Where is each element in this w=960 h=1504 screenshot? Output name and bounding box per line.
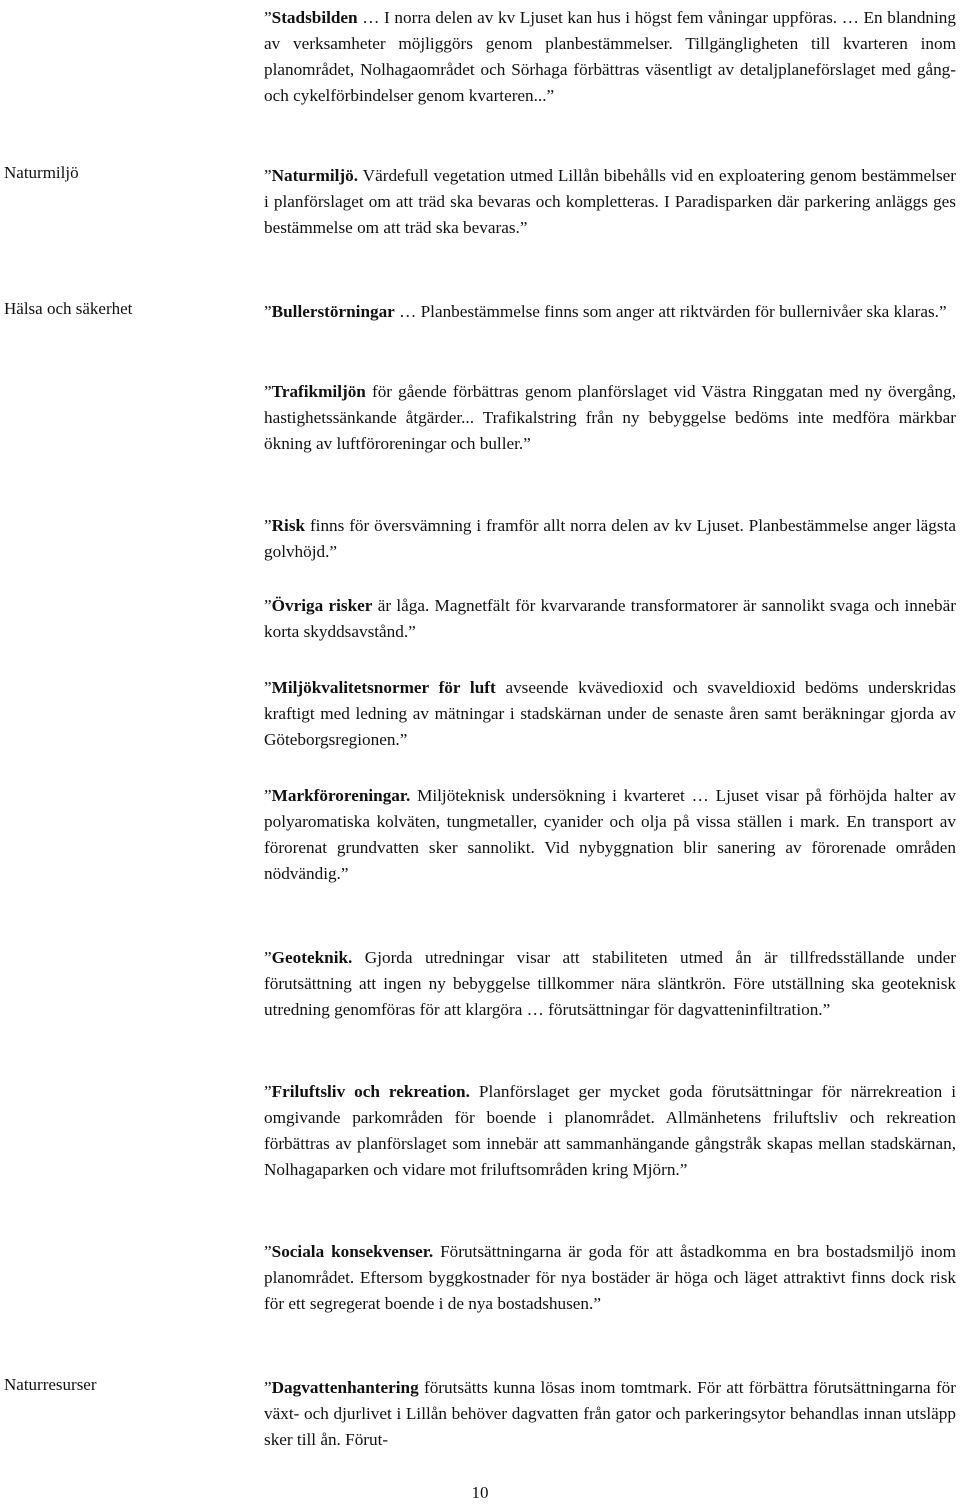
paragraph-text: avseende kvävedioxid och svaveldioxid bedöms underskridas kraftigt med ledning av mätningar i stadskärnan under de senaste åren samt beräkningar gjorda av Göteborgsregionen. <box>264 678 956 750</box>
margin-label-halsa-och-sakerhet: Hälsa och säkerhet <box>4 299 133 318</box>
margin-label-naturmiljo: Naturmiljö <box>4 163 79 182</box>
paragraph-dagvattenhantering <box>264 1375 956 1453</box>
paragraph-term: Geoteknik. <box>271 948 353 968</box>
open-quote: ” <box>264 1082 272 1102</box>
close-quote: ” <box>523 434 531 454</box>
close-quote: ” <box>546 86 555 106</box>
paragraph-sociala-konsekvenser <box>264 1239 956 1317</box>
paragraph-term: Övriga risker <box>271 596 373 616</box>
close-quote: ” <box>822 1000 831 1020</box>
paragraph-term: Dagvattenhantering <box>271 1378 419 1398</box>
open-quote: ” <box>264 678 272 698</box>
paragraph-friluftsliv <box>264 1079 956 1183</box>
close-quote: ” <box>938 302 947 322</box>
paragraph-text: förutsätts kunna lösas inom tomtmark. För att förbättra förutsättningarna för växt- och djurlivet i Lillån behöver dagvatten från gator och parkeringsytor behandlas innan utsläpp sker till ån. Förut- <box>264 1378 956 1450</box>
paragraph-term: Risk <box>271 516 306 536</box>
open-quote: ” <box>264 302 272 322</box>
paragraph-text: … Planbestämmelse finns som anger att riktvärden för bullernivåer ska klaras. <box>394 302 939 322</box>
close-quote: ” <box>519 218 528 238</box>
paragraph-term: Miljökvalitetsnormer för luft <box>271 678 496 698</box>
paragraph-risk <box>264 513 956 565</box>
page-number: 10 <box>471 1483 489 1502</box>
close-quote: ” <box>679 1160 688 1180</box>
close-quote: ” <box>399 730 408 750</box>
paragraph-text: för gående förbättras genom planförslaget vid Västra Ringgatan med ny övergång, hastighetssänkande åtgärder... Trafikalstring från ny bebyggelse bedöms inte medföra märkbar ökning av luftföroreningar och buller. <box>264 382 956 454</box>
open-quote: ” <box>264 516 272 536</box>
open-quote: ” <box>264 1378 272 1398</box>
margin-label-naturresurser: Naturresurser <box>4 1375 97 1394</box>
paragraph-term: Friluftsliv och rekreation. <box>271 1082 470 1102</box>
paragraph-term: Markföroreningar. <box>271 786 411 806</box>
close-quote: ” <box>329 542 338 562</box>
close-quote: ” <box>408 622 416 642</box>
open-quote: ” <box>264 382 272 402</box>
open-quote: ” <box>264 166 272 186</box>
paragraph-term: Naturmiljö. <box>271 166 359 186</box>
paragraph-text: är låga. Magnetfält för kvarvarande transformatorer är sannolikt svaga och innebär korta skyddsavstånd. <box>264 596 957 642</box>
close-quote: ” <box>340 864 349 884</box>
paragraph-stadsbilden <box>264 5 956 109</box>
close-quote: ” <box>593 1294 601 1314</box>
paragraph-ovriga-risker <box>264 593 956 645</box>
paragraph-geoteknik <box>264 945 956 1023</box>
paragraph-text: Miljöteknisk undersökning i kvarteret … Ljuset visar på förhöjda halter av polyaromatiska kolväten, tungmetaller, cyanider och olja på vissa ställen i mark. En transport av förorenat grundvatten sker sannolikt. Vid nybyggnation blir sanering av förorenade områden nödvändig. <box>264 786 956 884</box>
paragraph-text: Planförslaget ger mycket goda förutsättningar för närrekreation i omgivande parkområden för boende i planområdet. Allmänhetens friluftsliv och rekreation förbättras av planförslaget som innebär att sammanhängande gångstråk skapas mellan stadskärnan, Nolhagaparken och vidare mot friluftsområden kring Mjörn. <box>264 1082 957 1180</box>
paragraph-trafikmiljon <box>264 379 956 457</box>
paragraph-markfororeningar <box>264 783 956 887</box>
paragraph-naturmiljo <box>264 163 956 241</box>
paragraph-term: Stadsbilden <box>271 8 358 28</box>
open-quote: ” <box>264 948 272 968</box>
open-quote: ” <box>264 1242 272 1262</box>
paragraph-text: Förutsättningarna är goda för att åstadkomma en bra bostadsmiljö inom planområdet. Eftersom byggkostnader för nya bostäder är höga och läget attraktivt finns dock risk för ett segregerat boende i de nya bostadshusen. <box>264 1242 956 1314</box>
paragraph-term: Bullerstörningar <box>271 302 395 322</box>
paragraph-term: Trafikmiljön <box>271 382 366 402</box>
paragraph-bullerstorningar <box>264 299 956 325</box>
paragraph-text: Gjorda utredningar visar att stabiliteten utmed ån är tillfredsställande under förutsättning att ingen ny bebyggelse tillkommer nära släntkrön. Före utställning ska geoteknisk utredning genomföras för att klargöra … förutsättningar för dagvatteninfiltration. <box>264 948 956 1020</box>
open-quote: ” <box>264 786 272 806</box>
paragraph-miljokvalitetsnormer <box>264 675 956 753</box>
paragraph-text: finns för översvämning i framför allt norra delen av kv Ljuset. Planbestämmelse anger lägsta golvhöjd. <box>264 516 956 562</box>
paragraph-term: Sociala konsekvenser. <box>271 1242 434 1262</box>
paragraph-text: … I norra delen av kv Ljuset kan hus i högst fem våningar uppföras. … En blandning av verksamheter möjliggörs genom planbestämmelser. Tillgängligheten till kvarteren inom planområdet, Nolhagaområdet och Sörhaga förbättras väsentligt av detaljplaneförslaget med gång- och cykelförbindelser genom kvarteren... <box>264 8 956 106</box>
paragraph-text: Värdefull vegetation utmed Lillån bibehålls vid en exploatering genom bestämmelser i planförslaget om att träd ska bevaras och kompletteras. I Paradisparken där parkering anläggs ges bestämmelse om att träd ska bevaras. <box>264 166 956 238</box>
open-quote: ” <box>264 596 272 616</box>
open-quote: ” <box>264 8 272 28</box>
